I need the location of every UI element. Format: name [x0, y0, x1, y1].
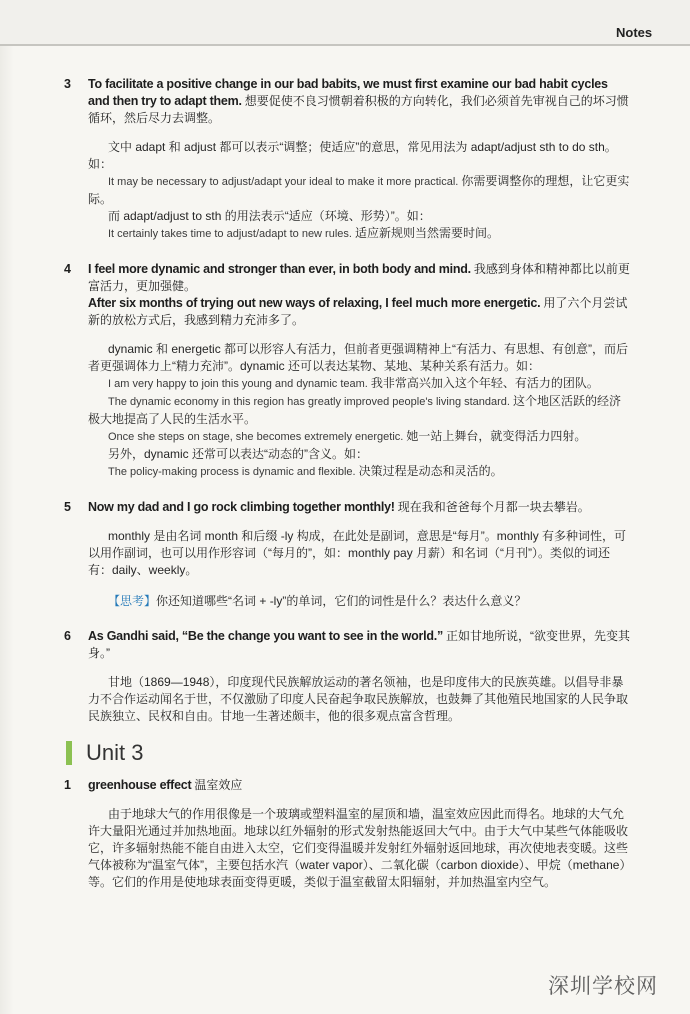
explanation-paragraph: 文中 adapt 和 adjust 都可以表示“调整；使适应”的意思，常见用法为 adapt/adjust sth to do sth。如：: [88, 140, 617, 171]
example-english: Once she steps on stage, she becomes extremely energetic.: [108, 431, 404, 443]
item-heading: [88, 261, 630, 295]
example-sentence: [88, 375, 630, 393]
item-notes: [88, 674, 630, 725]
item-heading: [88, 295, 630, 329]
item-notes: [88, 341, 630, 481]
item-number: 6: [64, 629, 71, 643]
note-item-4: [64, 261, 630, 481]
example-chinese: 你需要调整你的理想，让它更实际。: [88, 174, 630, 206]
item-heading: [88, 499, 630, 516]
heading-english: I feel more dynamic and stronger than ever, in both body and mind.: [88, 262, 471, 276]
example-english: The policy-making process is dynamic and flexible.: [108, 466, 356, 478]
heading-chinese: 现在我和爸爸每个月都一块去攀岩。: [397, 500, 590, 514]
notes-content: [64, 76, 630, 909]
example-english: It may be necessary to adjust/adapt your ideal to make it more practical.: [108, 176, 459, 188]
explanation-paragraph: 而 adapt/adjust to sth 的用法表示“适应（环境、形势）”。如：: [108, 209, 431, 223]
example-chinese: 适应新规则当然需要时间。: [354, 226, 499, 240]
item-number: 1: [64, 778, 71, 792]
example-sentence: [88, 393, 630, 428]
example-chinese: 我非常高兴加入这个年轻、有活力的团队。: [370, 376, 599, 390]
example-sentence: [88, 463, 630, 481]
heading-chinese: 温室效应: [194, 778, 243, 792]
example-chinese: 决策过程是动态和灵活的。: [358, 464, 503, 478]
example-sentence: [88, 173, 630, 208]
item-notes: [88, 806, 630, 891]
heading-chinese: 用了六个月尝试新的放松方式后，我感到精力充沛多了。: [88, 296, 628, 327]
item-notes: [88, 139, 630, 243]
explanation-paragraph: 甘地（1869—1948），印度现代民族解放运动的著名领袖，也是印度伟大的民族英雄。以倡导非暴力不合作运动闻名于世，不仅激励了印度人民奋起争取民族解放，也鼓舞了其他殖民地国家的人民争取民族独立、民权和自由。甘地一生著述颇丰，他的很多观点富含哲理。: [88, 675, 629, 723]
explanation-paragraph: 由于地球大气的作用很像是一个玻璃或塑料温室的屋顶和墙，温室效应因此而得名。地球的大气允许大量阳光通过并加热地面。地球以红外辐射的形式发射热能返回大气中。由于大气中某些气体能吸收它，许多辐射热能不能自由进入太空，它们变得温暖并发射红外辐射返回地球，再次使地表变暖。这些气体被称为“温室气体”，主要包括水汽（water vapor）、二氧化碳（carbon dioxide）、甲烷（methane）等。它们的作用是使地球表面变得更暖，类似于温室截留太阳辐射，并加热温室内空气。: [88, 807, 629, 889]
heading-english: Now my dad and I go rock climbing together monthly!: [88, 500, 395, 514]
note-item-3: [64, 76, 630, 243]
heading-english: As Gandhi said, “Be the change you want to see in the world.”: [88, 629, 443, 643]
heading-english: To facilitate a positive change in our bad babits, we must first examine our bad habit cycles and then try to adapt them.: [88, 77, 608, 108]
heading-english: greenhouse effect: [88, 778, 192, 792]
think-label: 【思考】: [108, 594, 157, 608]
example-english: The dynamic economy in this region has greatly improved people's living standard.: [108, 396, 510, 408]
item-number: 5: [64, 500, 71, 514]
explanation-paragraph: 另外，dynamic 还常可以表达“动态的”含义。如：: [108, 447, 369, 461]
explanation-paragraph: monthly 是由名词 month 和后缀 -ly 构成，在此处是副词，意思是“每月”。monthly 有多种词性，可以用作副词，也可以用作形容词（“每月的”，如：monthly pay 月薪）和名词（“月刊”）。类似的词还有：daily、weekly。: [88, 529, 627, 577]
item-heading: [88, 777, 630, 794]
unit3-note-item-1: [64, 777, 630, 891]
example-sentence: [88, 225, 630, 243]
watermark: 深圳学校网: [548, 974, 658, 998]
note-item-5: [64, 499, 630, 610]
think-text: 你还知道哪些“名词 + -ly”的单词，它们的词性是什么？表达什么意义？: [156, 594, 527, 608]
example-chinese: 她一站上舞台，就变得活力四射。: [406, 429, 587, 443]
example-sentence: [88, 428, 630, 446]
unit-heading: [64, 739, 630, 767]
example-chinese: 这个地区活跃的经济极大地提高了人民的生活水平。: [88, 394, 621, 426]
heading-chinese: 正如甘地所说，“欲变世界，先变其身。”: [88, 629, 630, 660]
explanation-paragraph: dynamic 和 energetic 都可以形容人有活力，但前者更强调精神上“有活力、有思想、有创意”，而后者更强调体力上“精力充沛”。dynamic 还可以表达某物、某地、某种关系有活力。如：: [88, 342, 629, 373]
item-number: 4: [64, 262, 71, 276]
think-question: [88, 593, 630, 610]
heading-chinese: 想要促使不良习惯朝着积极的方向转化，我们必须首先审视自己的坏习惯循环，然后尽力去调整。: [88, 94, 629, 125]
item-number: 3: [64, 77, 71, 91]
example-english: I am very happy to join this young and dynamic team.: [108, 378, 368, 390]
unit-title: Unit 3: [86, 740, 144, 765]
item-heading: [88, 76, 630, 127]
unit-accent-bar: [66, 741, 72, 765]
header-title: Notes: [616, 25, 653, 40]
header-rule: [0, 44, 690, 46]
item-heading: [88, 628, 630, 662]
header-band: [0, 0, 690, 44]
item-notes: [88, 528, 630, 610]
example-english: It certainly takes time to adjust/adapt to new rules.: [108, 228, 352, 240]
heading-english: After six months of trying out new ways of relaxing, I feel much more energetic.: [88, 296, 541, 310]
note-item-6: [64, 628, 630, 725]
heading-chinese: 我感到身体和精神都比以前更富活力，更加强健。: [88, 262, 630, 293]
